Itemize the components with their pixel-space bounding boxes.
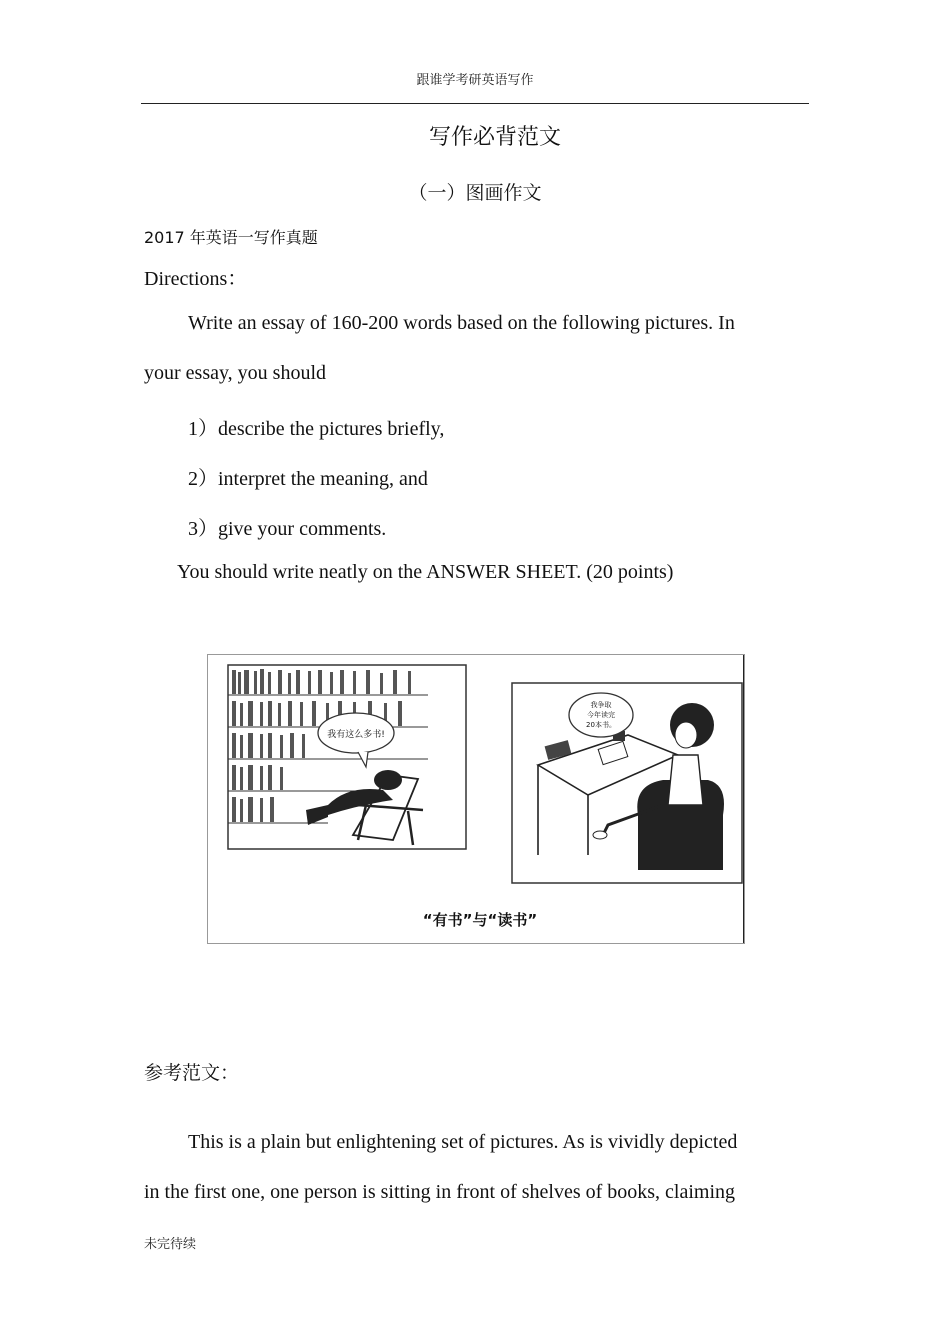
figure-caption: “有书”与“读书” (422, 911, 538, 929)
page-header: 跟谁学考研英语写作 (416, 73, 534, 88)
list-item-2: 2）interpret the meaning, and (188, 468, 428, 490)
cartoon-figure (207, 654, 745, 944)
left-bubble-text: 我有这么多书! (327, 730, 385, 740)
sample-essay-label: 参考范文： (144, 1062, 240, 1084)
directions-label: Directions： (144, 268, 248, 290)
page-footer: 未完待续 (144, 1237, 197, 1252)
essay-line-1: This is a plain but enlightening set of pictures. As is vividly depicted (188, 1131, 738, 1153)
essay-line-2: in the first one, one person is sitting in front of shelves of books, claiming (144, 1181, 736, 1203)
prompt-line-1: Write an essay of 160-200 words based on the following pictures. In (188, 312, 735, 334)
list-item-3: 3）give your comments. (188, 518, 387, 540)
page-title: 写作必背范文 (428, 125, 561, 150)
right-bubble-line-1: 我争取 (590, 701, 612, 709)
cartoon-drawing (208, 655, 744, 943)
list-item-1: 1）describe the pictures briefly, (188, 418, 445, 440)
answer-sheet-note: You should write neatly on the ANSWER SHEET. (20 points) (177, 561, 674, 583)
right-bubble-line-2: 今年读完 (587, 711, 615, 719)
prompt-line-2: your essay, you should (144, 362, 327, 384)
exam-label: 2017 年英语一写作真题 (144, 228, 318, 247)
section-subtitle: （一）图画作文 (408, 182, 542, 204)
right-bubble-line-3: 20本书。 (586, 721, 616, 729)
header-rule (141, 103, 809, 104)
